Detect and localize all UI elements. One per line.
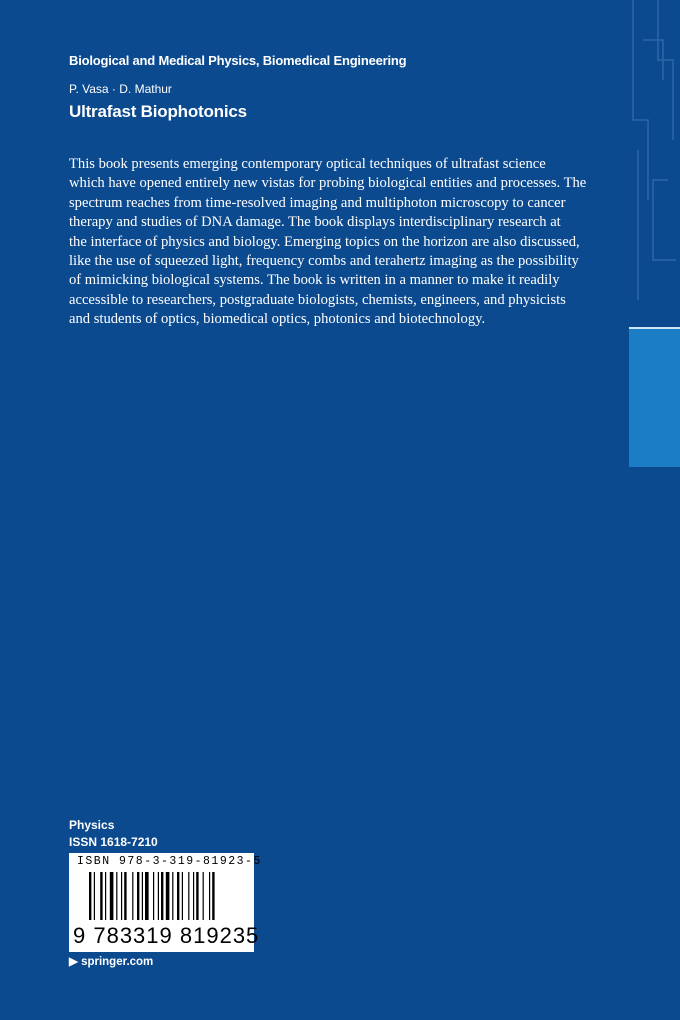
barcode-bar — [177, 872, 179, 920]
barcode-bar — [153, 872, 154, 920]
publisher-link[interactable] — [69, 955, 153, 970]
description-line: This book presents emerging contemporary optical techniques of ultrafast science — [69, 156, 546, 172]
arrow-icon: ▶ — [69, 956, 78, 968]
description-line: like the use of squeezed light, frequency combs and terahertz imaging as the possibility — [69, 252, 579, 269]
barcode-bar — [182, 872, 183, 920]
barcode-bar — [110, 872, 114, 920]
barcode-bar — [121, 872, 122, 920]
barcode-bar — [105, 872, 106, 920]
description-line: therapy and studies of DNA damage. The book displays interdisciplinary research at — [69, 214, 561, 231]
book-description — [69, 155, 629, 330]
description-line: of mimicking biological systems. The book is written in a manner to make it readily — [69, 272, 560, 289]
description-line: the interface of physics and biology. Emerging topics on the horizon are also discussed, — [69, 233, 580, 250]
isbn-text: ISBN 978-3-319-81923-5 — [77, 855, 262, 868]
barcode-bar — [89, 872, 91, 920]
subject-label: Physics — [69, 818, 115, 832]
issn: ISSN 1618-7210 — [69, 835, 158, 849]
barcode-bar — [193, 872, 194, 920]
barcode-bar — [137, 872, 139, 920]
barcode-bar — [209, 872, 210, 920]
barcode-bar — [94, 872, 95, 920]
barcode-bar — [203, 872, 204, 920]
barcode-bar — [188, 872, 189, 920]
barcode-bar — [124, 872, 126, 920]
barcode-bar — [196, 872, 198, 920]
barcode-bars — [89, 872, 249, 920]
authors: P. Vasa · D. Mathur — [69, 82, 172, 96]
spine-color-tab — [629, 327, 680, 467]
barcode-digits: 9 783319 819235 — [73, 923, 260, 948]
book-title: Ultrafast Biophotonics — [69, 102, 247, 121]
description-line: and students of optics, biomedical optics, photonics and biotechnology. — [69, 311, 486, 328]
barcode-bar — [158, 872, 159, 920]
barcode-bar — [212, 872, 214, 920]
decorative-pattern — [628, 0, 680, 320]
barcode-bar — [145, 872, 149, 920]
barcode-bar — [172, 872, 173, 920]
description-line: accessible to researchers, postgraduate biologists, chemists, engineers, and physicists — [69, 291, 566, 308]
barcode-bar — [116, 872, 117, 920]
barcode-bar — [142, 872, 143, 920]
barcode-bar — [100, 872, 102, 920]
barcode-bar — [161, 872, 163, 920]
description-line: which have opened entirely new vistas for probing biological entities and processes. The — [69, 175, 587, 192]
website-text: springer.com — [81, 956, 154, 968]
series-title: Biological and Medical Physics, Biomedical Engineering — [69, 53, 407, 68]
isbn-barcode — [69, 853, 262, 952]
barcode-bar — [132, 872, 133, 920]
barcode-bar — [166, 872, 170, 920]
description-line: spectrum reaches from time-resolved imaging and multiphoton microscopy to cancer — [69, 194, 566, 211]
